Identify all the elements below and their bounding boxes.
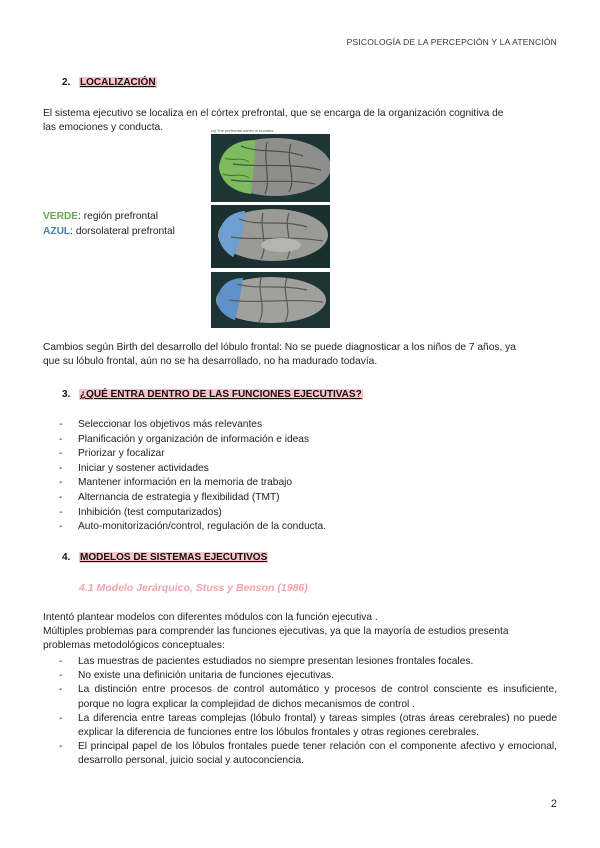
text-line: Intentó plantear modelos con diferentes módulos con la función ejecutiva . <box>43 612 378 623</box>
section-number: 3. <box>62 389 71 400</box>
list-item: - El principal papel de los lóbulos frontales puede tener relación con el componente afectivo y emocional, desarrollo personal, juicio social y autoconciencia. <box>57 740 557 768</box>
list-item: - Mantener información en la memoria de trabajo <box>57 476 557 491</box>
legend-green-key: VERDE <box>43 211 79 222</box>
text-line: las emociones y conducta. <box>43 122 164 134</box>
list-item: - Las muestras de pacientes estudiados no siempre presentan lesiones frontales focales. <box>57 655 557 669</box>
problems-list <box>57 655 557 769</box>
legend-item-blue <box>43 224 175 239</box>
executive-functions-list <box>57 418 557 535</box>
section-title: MODELOS DE SISTEMAS EJECUTIVOS <box>80 552 268 563</box>
brain-image-medial <box>211 205 330 268</box>
figure-caption: (a) The prefrontal cortex in humans <box>211 128 274 133</box>
running-header: PSICOLOGÍA DE LA PERCEPCIÓN Y LA ATENCIÓN <box>346 37 557 47</box>
color-legend <box>43 209 175 239</box>
subsection-4-1-heading: 4.1 Modelo Jerárquico, Stuss y Benson (1986) <box>79 582 308 594</box>
list-item: - Priorizar y focalizar <box>57 447 557 462</box>
section-3-heading <box>62 389 363 400</box>
page-number: 2 <box>550 798 557 810</box>
list-item: - La distinción entre procesos de control automático y procesos de control consciente es insuficiente, porque no logra explicar la complejidad de dichos mecanismos de control . <box>57 683 557 711</box>
legend-blue-key: AZUL <box>43 226 71 237</box>
list-item: - Auto-monitorización/control, regulación de la conducta. <box>57 520 557 535</box>
list-item: - Alternancia de estrategia y flexibilidad (TMT) <box>57 491 557 506</box>
list-item: - Planificación y organización de información e ideas <box>57 433 557 448</box>
section-4-intro <box>43 611 563 654</box>
list-item: - No existe una definición unitaria de funciones ejecutivas. <box>57 669 557 683</box>
list-item: - Iniciar y sostener actividades <box>57 462 557 477</box>
section-4-heading <box>62 552 268 563</box>
section-title: LOCALIZACIÓN <box>80 77 156 88</box>
section-title: ¿QUÉ ENTRA DENTRO DE LAS FUNCIONES EJECUTIVAS? <box>80 389 362 400</box>
list-item: - La diferencia entre tareas complejas (lóbulo frontal) y tareas simples (otras áreas cerebrales) no puede explicar la diferencia de funciones entre los lóbulos frontales y otras regiones cerebrales. <box>57 712 557 740</box>
text-line: Múltiples problemas para comprender las funciones ejecutivas, ya que la mayoría de estudios presenta <box>43 626 509 638</box>
list-item: - Seleccionar los objetivos más relevantes <box>57 418 557 433</box>
section-number: 4. <box>62 552 71 563</box>
legend-item-green <box>43 209 175 224</box>
text-line: problemas metodológicos conceptuales: <box>43 640 225 652</box>
brain-image-dorsolateral <box>211 272 330 328</box>
text-line: El sistema ejecutivo se localiza en el córtex prefrontal, que se encarga de la organización cognitiva de <box>43 108 504 119</box>
section-2-heading <box>62 77 157 88</box>
section-2-note <box>43 341 563 369</box>
text-line: Cambios según Birth del desarrollo del lóbulo frontal: No se puede diagnosticar a los niños de 7 años, ya <box>43 342 516 353</box>
text-line: que su lóbulo frontal, aún no se ha desarrollado, no ha madurado todavía. <box>43 356 378 368</box>
legend-blue-text: : dorsolateral prefrontal <box>70 226 175 237</box>
section-number: 2. <box>62 77 71 88</box>
legend-green-text: : región prefrontal <box>78 211 158 222</box>
brain-image-lateral <box>211 134 330 202</box>
list-item: - Inhibición (test computarizados) <box>57 506 557 521</box>
